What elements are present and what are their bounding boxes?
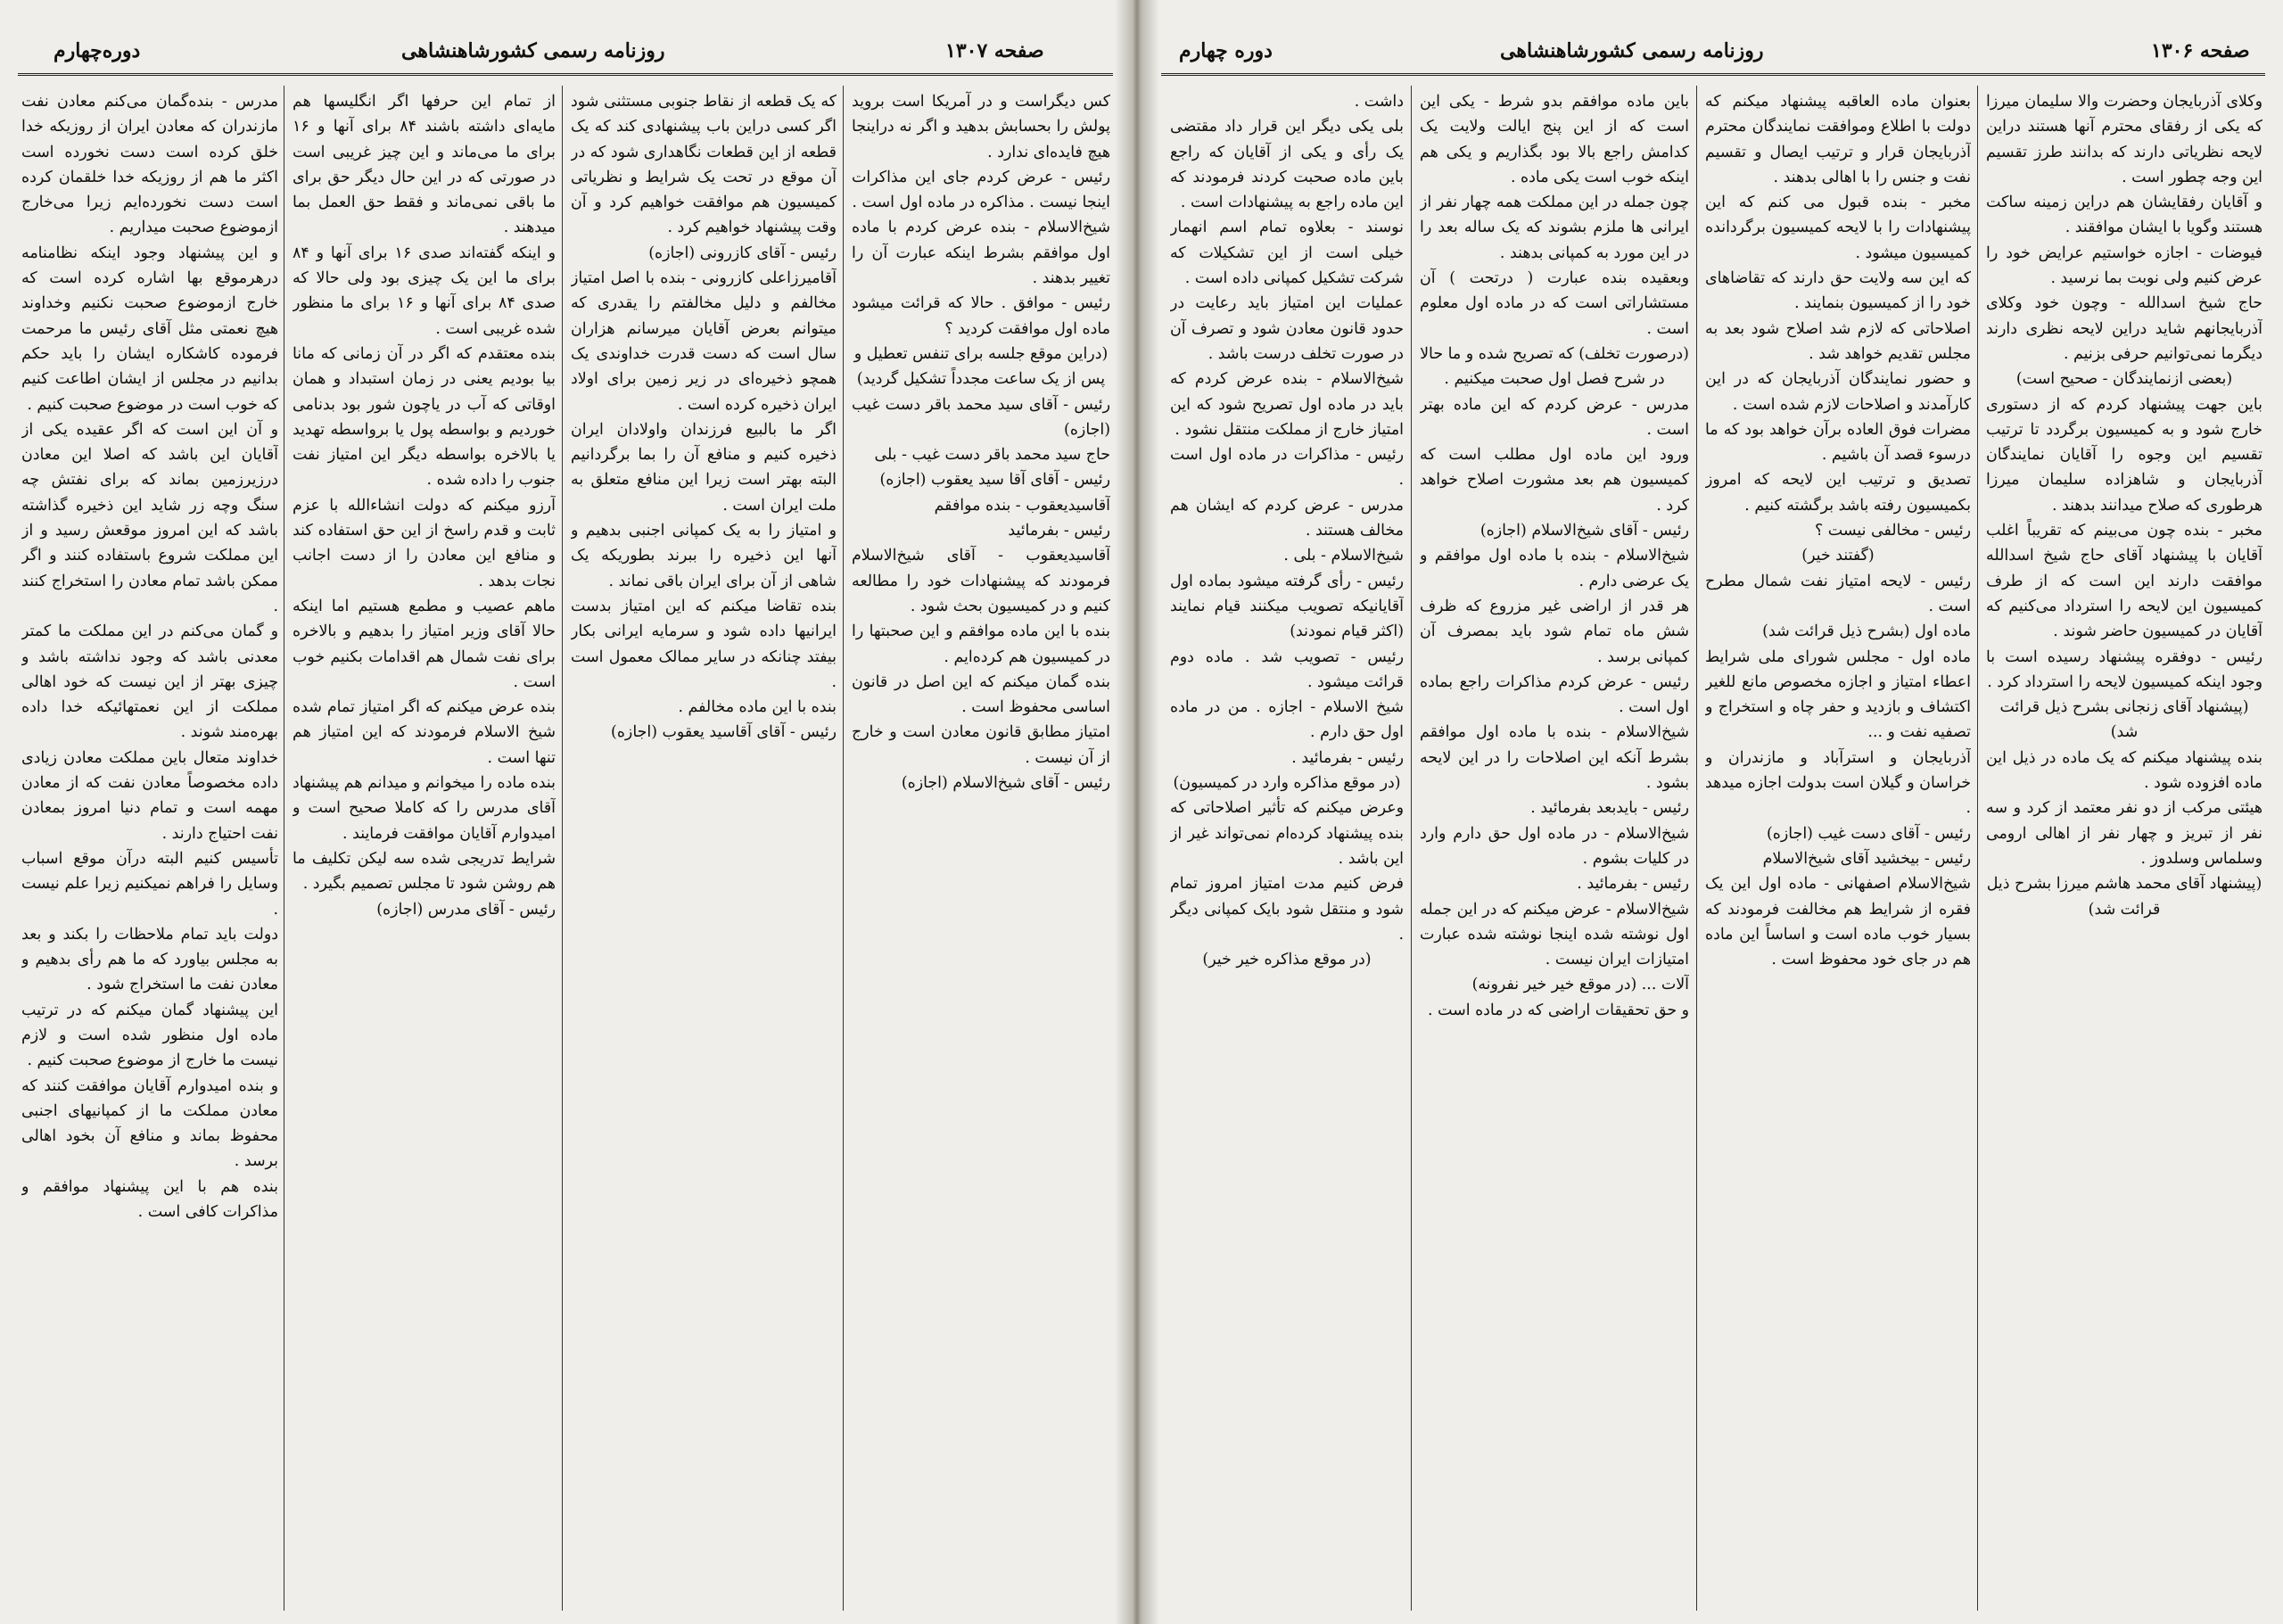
right-column-2 — [1420, 89, 1689, 1605]
article-paragraph: رئیس - آقای مدرس (اجازه) — [376, 900, 556, 919]
article-paragraph: وعرض میکنم که تأثیر اصلاحاتی که بنده پیشنهاد کرده‌ام نمی‌تواند غیر از این باشد . — [1170, 799, 1404, 868]
article-paragraph: و حق تحقیقات اراضی که در ماده است . — [1428, 1001, 1689, 1019]
column-divider — [1696, 86, 1697, 1611]
article-paragraph: دولت باید تمام ملاحظات را بکند و بعد به مجلس بیاورد که ما هم رأی بدهیم و معادن نفت ما استخراج شود . — [21, 925, 278, 994]
article-paragraph: آذربایجان و استرآباد و مازندران و خراسان و گیلان است بدولت اجازه میدهد . — [1705, 748, 1971, 818]
article-paragraph: و آن این است که اگر عقیده یکی از آقایان این باشد که اصلا این معادن درزیرزمین بماند که برای نفتش چه سنگ وچه زر شاید این ذخیره گذاشته باشد که این امروز موقعش رسید و از این مملکت شروع باستفاده کنند و اگر ممکن باشد تمام معادن را استخراج کنند . — [21, 420, 278, 615]
article-paragraph: چون جمله در این مملکت همه چهار نفر از ایرانی ها ملزم بشوند که یک ساله بعد را در این مورد به کمپانی بدهند . — [1420, 194, 1689, 262]
article-paragraph: بنده با این ماده موافقم و این صحبتها را در کمیسیون هم کرده‌ایم . — [852, 622, 1110, 666]
article-paragraph: اصلاحاتی که لازم شد اصلاح شود بعد به مجلس تقدیم خواهد شد . — [1705, 319, 1971, 363]
article-paragraph: و بنده امیدوارم آقایان موافقت کنند که معادن مملکت ما از کمپانیهای اجنبی محفوظ بماند و منافع آن بخود اهالی برسد . — [21, 1076, 278, 1171]
article-paragraph: و آقایان رفقایشان هم دراین زمینه ساکت هستند وگویا با ایشان موافقند . — [1986, 194, 2262, 237]
article-paragraph: بلی یکی دیگر این قرار داد مقتضی یک رأی و یکی از آقایان که راجع باین ماده صحبت کردند فرمودند که این ماده راجع به پیشنهادات است . — [1170, 118, 1404, 212]
article-paragraph: و اینکه گفته‌اند صدی ۱۶ برای آنها و ۸۴ برای ما این یک چیزی بود ولی حالا که صدی ۸۴ برای آنها و ۱۶ برای ما منظور شده غریبی است . — [293, 243, 556, 338]
article-paragraph: تأسیس کنیم البته درآن موقع اسباب وسایل را فراهم نمیکنیم زیرا علم نیست . — [21, 849, 278, 919]
article-paragraph: رئیس - آقای آقاسید یعقوب (اجازه) — [611, 723, 837, 742]
article-paragraph: رئیس - دوفقره پیشنهاد رسیده است با وجود اینکه کمیسیون لایحه را استرداد کرد . — [1986, 647, 2262, 691]
article-paragraph: رئیس - آقای شیخ‌الاسلام (اجازه) — [901, 774, 1110, 793]
article-paragraph: امتیاز مطابق قانون معادن است و خارج از آن نیست . — [852, 723, 1110, 767]
article-paragraph: آقاسیدیعقوب - آقای شیخ‌الاسلام فرمودند که پیشنهادات خود را مطالعه کنیم و در کمیسیون بحث شود . — [852, 547, 1110, 615]
article-paragraph: رئیس - تصویب شد . ماده دوم قرائت میشود . — [1170, 647, 1404, 691]
article-paragraph: بنده با این ماده مخالفم . — [678, 698, 837, 717]
article-paragraph: رئیس - آقای شیخ‌الاسلام (اجازه) — [1479, 522, 1689, 540]
article-paragraph: این پیشنهاد گمان میکنم که در ترتیب ماده اول منظور شده است و لازم نیست ما خارج از موضوع صحبت کنیم . — [21, 1001, 278, 1070]
article-paragraph: شیخ‌الاسلام - بلی . — [1283, 547, 1404, 565]
article-paragraph: باین جهت پیشنهاد کردم که از دستوری خارج شود و به کمیسیون برگردد تا ترتیب تقسیم این وجوه را آقایان نمایندگان آذربایجان و شاهزاده سلیمان میرزا هرطوری که صلاح میدانند بدهند . — [1986, 395, 2262, 515]
article-paragraph: خداوند متعال باین مملکت معادن زیادی داده مخصوصاً معادن نفت که از معادن مهمه است و تمام دنیا امروز بمعادن نفت احتیاج دارند . — [21, 748, 278, 843]
article-paragraph: بنده تقاضا میکنم که این امتیاز بدست ایرانیها داده شود و سرمایه ایرانی بکار بیفتد چنانکه در سایر ممالک معمول است . — [571, 597, 837, 691]
article-paragraph: آرزو میکنم که دولت انشاءالله با عزم ثابت و قدم راسخ از این حق استفاده کند و منافع این معادن را از دست اجانب نجات بدهد . — [293, 496, 556, 590]
article-paragraph: مضرات فوق العاده برآن خواهد بود که ما درسوء قصد آن باشیم . — [1705, 420, 1971, 465]
book-gutter — [1115, 0, 1159, 1624]
article-paragraph: (دراین موقع جلسه برای تنفس تعطیل و پس از یک ساعت مجدداً تشکیل گردید) — [853, 344, 1109, 389]
article-paragraph: بنده هم با این پیشنهاد موافقم و مذاکرات کافی است . — [21, 1177, 278, 1222]
article-paragraph: (پیشنهاد آقای زنجانی بشرح ذیل قرائت شد) — [1999, 698, 2249, 742]
article-paragraph: (پیشنهاد آقای محمد هاشم میرزا بشرح ذیل قرائت شد) — [1986, 875, 2262, 919]
left-page-number: صفحه ۱۳۰۷ — [945, 39, 1044, 62]
article-paragraph: وکلای آذربایجان وحضرت والا سلیمان میرزا که یکی از رفقای محترم آنها هستند دراین لایحه نظریاتی دارند که بدانند طرز تقسیم این وجه چطور است . — [1986, 93, 2262, 186]
right-column-1 — [1170, 89, 1404, 1605]
article-paragraph: مدرس - عرض کردم که ایشان هم مخالف هستند . — [1170, 496, 1404, 540]
article-paragraph: ماده اول - مجلس شورای ملی شرایط اعطاء امتیاز و اجازه مخصوص مانع للغیر اکتشاف و بازدید و حفر چاه و استخراج و تصفیه نفت و ... — [1705, 647, 1971, 742]
article-paragraph: مدرس - بنده‌گمان می‌کنم معادن نفت مازندران که معادن ایران از روزیکه خدا خلق کرده است دست نخورده است اکثر ما هم از روزیکه خدا خلقمان کرده است دست نخورده‌ایم زیرا می‌خارج ازموضوع صحبت میداریم . — [21, 93, 278, 237]
article-paragraph: که این سه ولایت حق دارند که تقاضاهای خود را از کمیسیون بنمایند . — [1705, 269, 1971, 313]
article-paragraph: رئیس - بیخشید آقای شیخ‌الاسلام — [1762, 849, 1971, 868]
article-paragraph: آلات ... (در موقع خیر خیر نفرونه) — [1471, 976, 1689, 994]
article-paragraph: رئیس - آقای سید محمد باقر دست غیب (اجازه) — [852, 395, 1110, 439]
article-paragraph: شیخ الاسلام - اجازه . من در ماده اول حق دارم . — [1170, 698, 1404, 742]
article-paragraph: بنده معتقدم که اگر در آن زمانی که مانا بیا بودیم یعنی در زمان استبداد و همان اوقاتی که آب در یاچون شور بود بدنامی خوردیم و بواسطه پول یا برواسطه تهدید یا بالاخره بواسطه دیگر این امتیاز نفت جنوب را داده شده . — [293, 344, 556, 490]
article-paragraph: و امتیاز را به یک کمپانی اجنبی بدهیم و آنها این ذخیره را ببرند بطوریکه یک شاهی از آن برای ایران باقی نماند . — [571, 522, 837, 590]
article-paragraph: رئیس - بفرمائید . — [1577, 875, 1689, 894]
right-newspaper-title: روزنامه رسمی کشورشاهنشاهی — [1500, 39, 1764, 62]
left-column-3 — [571, 89, 837, 1605]
article-paragraph: رئیس - بفرمائید . — [1291, 748, 1404, 767]
left-column-1 — [21, 89, 278, 1605]
right-edition-label: دوره چهارم — [1179, 39, 1273, 62]
article-paragraph: شیخ‌الاسلام - بنده با ماده اول موافقم و یک عرضی دارم . — [1420, 547, 1689, 590]
article-paragraph: رئیس - مذاکرات در ماده اول است . — [1170, 446, 1404, 490]
article-paragraph: رئیس - آقای آقا سید یعقوب (اجازه) — [879, 471, 1110, 490]
left-edition-label: دوره‌چهارم — [54, 39, 141, 62]
article-paragraph: (درصورت تخلف) که تصریح شده و ما حالا در شرح فصل اول صحبت میکنیم . — [1420, 344, 1689, 389]
article-paragraph: مخبر - بنده چون می‌بینم که تقریباً اغلب آقایان با پیشنهاد آقای حاج شیخ اسدالله موافقت دارند این است که از طرف کمیسیون این لایحه را استرداد می‌کنیم که آقایان در کمیسیون حاضر شوند . — [1986, 522, 2262, 641]
right-page — [1143, 0, 2283, 1624]
article-paragraph: رئیس - آقای کازرونی (اجازه) — [648, 243, 837, 262]
right-page-header — [1161, 34, 2265, 76]
article-paragraph: (گفتند خیر) — [1801, 547, 1875, 565]
article-paragraph: حاج سید محمد باقر دست غیب - بلی — [874, 446, 1110, 465]
article-paragraph: هر قدر از اراضی غیر مزروع که ظرف شش ماه تمام شود باید بمصرف آن کمپانی برسد . — [1420, 597, 1689, 666]
article-paragraph: رئیس - بفرمائید — [1008, 522, 1110, 540]
article-paragraph: رئیس - موافق . حالا که قرائت میشود ماده اول موافقت کردید ؟ — [852, 294, 1110, 338]
article-paragraph: شیخ‌الاسلام - بنده عرض کردم با ماده اول موافقم بشرط اینکه عبارت آن را تغییر بدهند . — [852, 218, 1110, 288]
article-paragraph: و حضور نمایندگان آذربایجان که در این کارآمدند و اصلاحات لازم شده است . — [1705, 370, 1971, 414]
column-divider — [1977, 86, 1978, 1611]
right-column-3 — [1705, 89, 1971, 1605]
article-paragraph: حاج شیخ اسدالله - وچون خود وکلای آذربایجانهم شاید دراین لایحه نظری دارند دیگرما نمی‌توانیم حرفی بزنیم . — [1986, 294, 2262, 363]
article-paragraph: مخبر - بنده قبول می کنم که این پیشنهادات را با لایحه کمیسیون برگردانده کمیسیون میشود . — [1705, 194, 1971, 262]
article-paragraph: ورود این ماده اول مطلب است که کمیسیون هم بعد مشورت اصلاح خواهد کرد . — [1420, 446, 1689, 515]
article-paragraph: آقاسیدیعقوب - بنده موافقم — [934, 496, 1110, 515]
article-paragraph: شیخ‌الاسلام - بنده عرض کردم که باید در ماده اول تصریح شود که این امتیاز خارج از مملکت منتقل نشود . — [1170, 370, 1404, 439]
article-paragraph: مدرس - عرض کردم که این ماده بهتر است . — [1420, 395, 1689, 439]
left-page-header — [18, 34, 1113, 76]
left-page — [0, 0, 1131, 1624]
article-paragraph: شیخ‌الاسلام - عرض میکنم که در این جمله اول نوشته شده اینجا نوشته شده عبارت امتیازات ایران نیست . — [1420, 900, 1689, 969]
article-paragraph: بعنوان ماده العاقبه پیشنهاد میکنم که دولت با اطلاع وموافقت نمایندگان محترم آذربایجان قرار و ترتیب ایصال و تقسیم نفت و جنس را با اهالی بدهند . — [1705, 93, 1971, 186]
article-paragraph: وبعقیده بنده عبارت ( درتحت ) آن مستشاراتی است که در ماده اول معلوم است . — [1420, 269, 1689, 338]
article-paragraph: (در موقع مذاکره وارد در کمیسیون) — [1173, 774, 1401, 793]
left-column-4 — [852, 89, 1110, 1605]
article-paragraph: رئیس - بایدبعد بفرمائید . — [1530, 799, 1689, 818]
article-paragraph: شرایط تدریجی شده سه لیکن تکلیف ما هم روشن شود تا مجلس تصمیم بگیرد . — [293, 849, 556, 894]
article-paragraph: آقامیرزاعلی کازرونی - بنده با اصل امتیاز مخالفم و دلیل مخالفتم را یقدری که میتوانم بعرض آقایان میرسانم هزاران سال است که دست قدرت خداوندی یک همچو ذخیره‌ای در زیر زمین برای اولاد ایران ذخیره کرده است . — [571, 269, 837, 414]
right-page-number: صفحه ۱۳۰۶ — [2151, 39, 2250, 62]
article-paragraph: نوسند - بعلاوه تمام اسم انهمار خیلی است از این تشکیلات که شرکت تشکیل کمپانی داده است . — [1170, 218, 1404, 288]
article-paragraph: از تمام این حرفها اگر انگلیسها هم مایه‌ای داشته باشند ۸۴ برای آنها و ۱۶ برای ما می‌ماند و این چیز غریبی است در صورتی که در این حال دیگر حق برای ما باقی نمی‌ماند و فقط حق العمل بما میدهند . — [293, 93, 556, 237]
article-paragraph: بنده پیشنهاد میکنم که یک ماده در ذیل این ماده افزوده شود . — [1986, 748, 2262, 793]
right-column-4 — [1986, 89, 2262, 1605]
article-paragraph: داشت . — [1354, 93, 1404, 111]
article-paragraph: شیخ‌الاسلام اصفهانی - ماده اول این یک فقره از شرایط هم مخالفت فرمودند که بسیار خوب ماده است و اساساً این ماده هم در جای خود محفوظ است . — [1705, 875, 1971, 969]
article-paragraph: شیخ‌الاسلام - بنده با ماده اول موافقم بشرط آنکه این اصلاحات را در این لایحه بشود . — [1420, 723, 1689, 793]
article-paragraph: رئیس - عرض کردم جای این مذاکرات اینجا نیست . مذاکره در ماده اول است . — [852, 168, 1110, 212]
column-divider — [562, 86, 563, 1611]
column-divider — [1411, 86, 1412, 1611]
article-paragraph: فرض کنیم مدت امتیاز امروز تمام شود و منتقل شود بایک کمپانی دیگر . — [1170, 875, 1404, 944]
article-paragraph: ماده اول (بشرح ذیل قرائت شد) — [1762, 622, 1971, 641]
article-paragraph: که یک قطعه از نقاط جنوبی مستثنی شود اگر کسی دراین باب پیشنهادی کند که یک قطعه از این قطعات نگاهداری شود که در آن موقع در تحت یک شرایط و نظریاتی کمیسیون هم موافقت خواهیم کرد و آن وقت پیشنهاد خواهیم کرد . — [571, 93, 837, 237]
article-paragraph: رئیس - مخالفی نیست ؟ — [1815, 522, 1971, 540]
article-paragraph: رئیس - آقای دست غیب (اجازه) — [1767, 824, 1971, 843]
article-paragraph: کس دیگراست و در آمریکا است بروید پولش را بحسابش بدهید و اگر نه دراینجا هیچ فایده‌ای ندارد . — [852, 93, 1110, 161]
article-paragraph: رئیس - رأی گرفته میشود بماده اول آقایانیکه تصویب میکنند قیام نمایند (اکثر قیام نمودند) — [1170, 572, 1404, 641]
article-paragraph: هیئتی مرکب از دو نفر معتمد از کرد و سه نفر از تبریز و چهار نفر از اهالی ارومی وسلماس وسلدوز . — [1986, 799, 2262, 868]
article-paragraph: (بعضی ازنمایندگان - صحیح است) — [2015, 370, 2233, 389]
left-column-2 — [293, 89, 556, 1605]
article-paragraph: ماهم‌ عصیب و مطمع هستیم اما اینکه حالا آقای وزیر امتیاز را بدهیم و بالاخره برای نفت شمال هم اقدامات بکنیم خوب است . — [293, 597, 556, 691]
article-paragraph: رئیس - عرض کردم مذاکرات راجع بماده اول است . — [1420, 672, 1689, 717]
article-paragraph: شیخ‌الاسلام - در ماده اول حق دارم وارد در کلیات بشوم . — [1420, 824, 1689, 868]
article-paragraph: فیوضات - اجازه خواستیم عرایض خود را عرض کنیم ولی نوبت بما نرسید . — [1986, 243, 2262, 288]
article-paragraph: بنده ماده را میخوانم و میدانم هم پیشنهاد آقای مدرس را که کاملا صحیح است و امیدوارم آقایان موافقت فرمایند . — [293, 774, 556, 843]
left-newspaper-title: روزنامه رسمی کشورشاهنشاهی — [401, 39, 665, 62]
article-paragraph: تصدیق و ترتیب این لایحه که امروز بکمیسیون رفته باشد برگشته کنیم . — [1705, 471, 1971, 515]
article-paragraph: بنده عرض میکنم که اگر امتیاز تمام شده شیخ الاسلام فرمودند که این امتیاز هم تنها است . — [293, 698, 556, 767]
article-paragraph: بنده گمان میکنم که این اصل در قانون اساسی محفوظ است . — [852, 672, 1110, 717]
article-paragraph: باین ماده موافقم بدو شرط - یکی این است که از این پنج ایالت ولایت یک کدامش راجع بالا بود بگذاریم و یکی هم اینکه خوب است یکی ماده . — [1420, 93, 1689, 186]
article-paragraph: رئیس - لایحه امتیاز نفت شمال مطرح است . — [1705, 572, 1971, 615]
article-paragraph: (در موقع مذاکره خیر خیر) — [1202, 951, 1372, 969]
article-paragraph: و گمان می‌کنم در این مملکت ما کمتر معدنی باشد که وجود نداشته باشد و چیزی بهتر از این نیست که خود اهالی مملکت از این نعمتهائیکه خدا داده بهره‌مند شوند . — [21, 622, 278, 742]
article-paragraph: و این پیشنهاد وجود اینکه نظامنامه درهرموقع بها اشاره کرده است که خارج ازموضوع صحبت نکنیم وخداوند هیچ نعمتی مثل آقای رئیس ما مرحمت فرموده کاشکاره ایشان را باید حکم بدانیم در مجلس از ایشان اطاعت کنیم که خوب است در موضوع صحبت کنیم . — [21, 243, 278, 414]
article-paragraph: عملیات این امتیاز باید رعایت در حدود قانون معادن شود و تصرف آن در صورت تخلف درست باشد . — [1170, 294, 1404, 363]
article-paragraph: اگر ما بالبیع فرزندان واولادان ایران ذخیره کنیم و منافع آن را بما برگردانیم البته بهتر است زیرا این منافع متعلق به ملت ایران است . — [571, 420, 837, 515]
column-divider — [843, 86, 844, 1611]
